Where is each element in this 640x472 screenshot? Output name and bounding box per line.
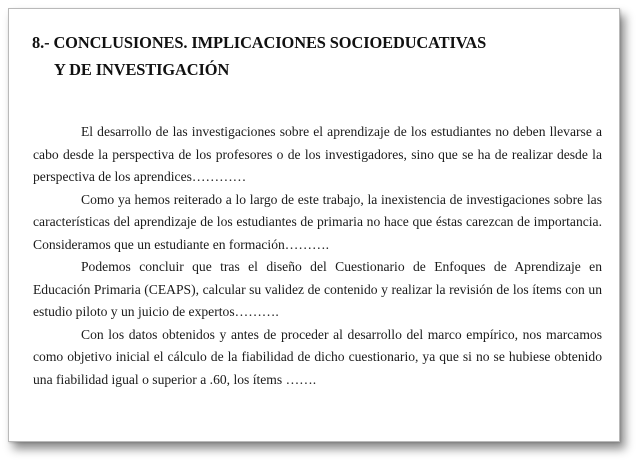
paragraph-4: Con los datos obtenidos y antes de proceder al desarrollo del marco empírico, nos marcamos como objetivo inicial el cálculo de la fiabilidad de dicho cuestionario, ya que si no se hubiese obtenido una fiabilidad igual o superior a .60, los ítems ……. <box>33 326 602 387</box>
section-heading-line-2: Y DE INVESTIGACIÓN <box>54 60 230 79</box>
body-text <box>33 121 602 391</box>
document-page <box>8 8 620 442</box>
paragraph-2: Como ya hemos reiterado a lo largo de este trabajo, la inexistencia de investigaciones sobre las características del aprendizaje de los estudiantes de primaria no hace que éstas carezcan de importancia. Consideramos que un estudiante en formación………. <box>33 191 602 252</box>
section-heading-line-1: 8.- CONCLUSIONES. IMPLICACIONES SOCIOEDUCATIVAS <box>32 33 487 52</box>
paragraph-1: El desarrollo de las investigaciones sobre el aprendizaje de los estudiantes no deben llevarse a cabo desde la perspectiva de los profesores o de los investigadores, sino que se ha de realizar desde la perspectiva de los aprendices………… <box>33 124 602 184</box>
section-heading <box>32 29 486 83</box>
paragraph-3: Podemos concluir que tras el diseño del Cuestionario de Enfoques de Aprendizaje en Educación Primaria (CEAPS), calcular su validez de contenido y realizar la revisión de los ítems con un estudio piloto y un juicio de expertos………. <box>33 259 602 319</box>
